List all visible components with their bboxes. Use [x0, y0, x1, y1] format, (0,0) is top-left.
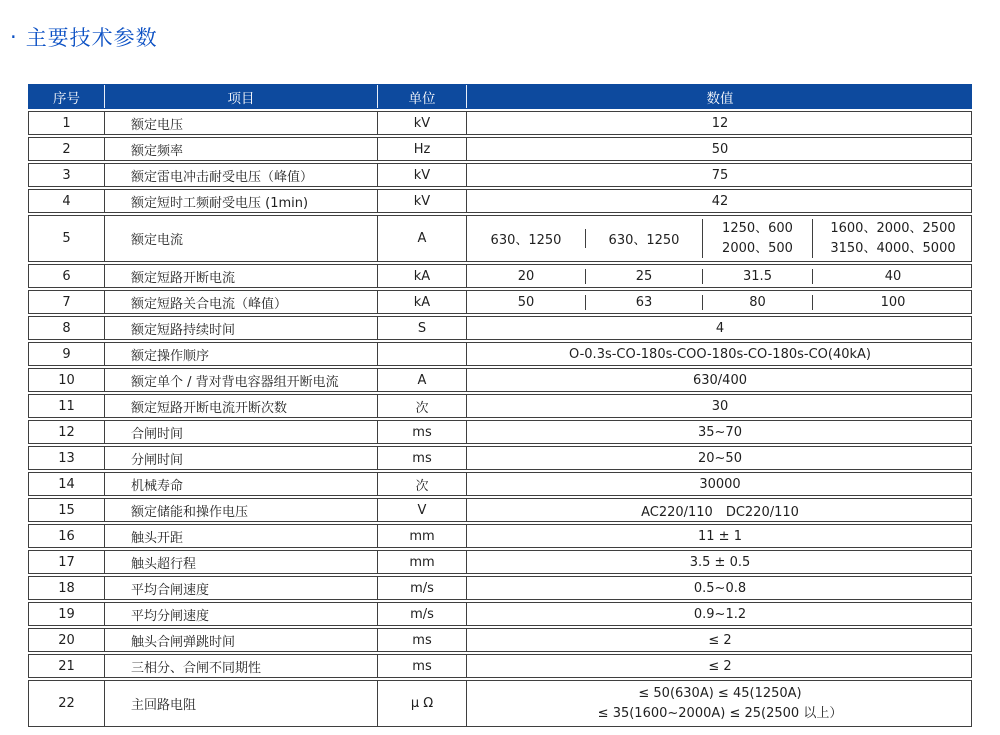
cell-no: 7: [62, 294, 71, 310]
cell-item: 额定短路持续时间: [104, 317, 377, 339]
cell-item: 额定短路开断电流开断次数: [104, 395, 377, 417]
cell-value-sub: [702, 219, 812, 258]
cell-unit: [377, 343, 466, 365]
cell-item: 额定操作顺序: [104, 343, 377, 365]
cell-value: 630/400: [466, 369, 973, 391]
table-row-5: [28, 215, 972, 262]
cell-value: ≤ 2: [466, 655, 973, 677]
table-row-7: [28, 290, 972, 314]
cell-no: 6: [62, 268, 71, 284]
cell-no: 12: [58, 424, 75, 440]
cell-no: 15: [58, 502, 75, 518]
cell-unit: m/s: [377, 577, 466, 599]
cell-value-sub: 40: [812, 269, 973, 284]
cell-value-sub: 100: [812, 295, 973, 310]
cell-value-line: 1250、600: [722, 221, 793, 236]
cell-value-line: 1600、2000、2500: [830, 221, 956, 236]
cell-value-line: 2000、500: [722, 240, 793, 256]
cell-value: [466, 681, 973, 726]
cell-item: 机械寿命: [104, 473, 377, 495]
table-row-15: [28, 498, 972, 522]
header-unit: 单位: [377, 85, 466, 108]
cell-no: 9: [62, 346, 71, 362]
cell-no: 3: [62, 167, 71, 183]
cell-no: 1: [62, 115, 71, 131]
table-row-9: [28, 342, 972, 366]
cell-unit: kV: [377, 164, 466, 186]
table-row-1: [28, 111, 972, 135]
table-row-18: [28, 576, 972, 600]
cell-unit: kA: [377, 291, 466, 313]
cell-value: 30000: [466, 473, 973, 495]
cell-no: 8: [62, 320, 71, 336]
cell-item: 额定电压: [104, 112, 377, 134]
cell-item: 触头合闸弹跳时间: [104, 629, 377, 651]
table-header-row: [28, 84, 972, 109]
table-row-4: [28, 189, 972, 213]
cell-value-line: 3150、4000、5000: [830, 240, 956, 256]
cell-value: O-0.3s-CO-180s-COO-180s-CO-180s-CO(40kA): [466, 343, 973, 365]
cell-unit: ms: [377, 447, 466, 469]
table-row-22: [28, 680, 972, 727]
cell-value: 3.5 ± 0.5: [466, 551, 973, 573]
cell-unit: ms: [377, 655, 466, 677]
header-value: 数值: [466, 85, 973, 108]
cell-value-sub: 630、1250: [585, 229, 702, 248]
cell-item: 额定储能和操作电压: [104, 499, 377, 521]
cell-value: 50: [466, 138, 973, 160]
cell-unit: kV: [377, 190, 466, 212]
cell-value-group: [466, 265, 973, 287]
cell-value: 75: [466, 164, 973, 186]
cell-item: 额定频率: [104, 138, 377, 160]
cell-value: 20~50: [466, 447, 973, 469]
cell-no: 2: [62, 141, 71, 157]
cell-unit: 次: [377, 473, 466, 495]
table-row-20: [28, 628, 972, 652]
cell-unit: S: [377, 317, 466, 339]
cell-no: 4: [62, 193, 71, 209]
cell-value-sub: 20: [517, 268, 535, 284]
cell-item: 平均合闸速度: [104, 577, 377, 599]
cell-item: 额定电流: [104, 216, 377, 261]
cell-value: 30: [466, 395, 973, 417]
cell-no: 13: [58, 450, 75, 466]
cell-value-line: ≤ 50(630A) ≤ 45(1250A): [638, 686, 802, 701]
cell-unit: ms: [377, 421, 466, 443]
header-item: 项目: [104, 85, 377, 108]
cell-no: 18: [58, 580, 75, 596]
cell-value-sub: 25: [585, 269, 702, 284]
cell-value-line: ≤ 35(1600~2000A) ≤ 25(2500 以上）: [597, 705, 843, 721]
table-row-13: [28, 446, 972, 470]
cell-value-sub: 63: [585, 295, 702, 310]
cell-value: 35~70: [466, 421, 973, 443]
table-row-3: [28, 163, 972, 187]
cell-item: 合闸时间: [104, 421, 377, 443]
cell-item: 额定短路关合电流（峰值）: [104, 291, 377, 313]
cell-no: 21: [58, 658, 75, 674]
cell-value-group: [466, 291, 973, 313]
cell-no: 17: [58, 554, 75, 570]
cell-value-group: [466, 216, 973, 261]
header-no: 序号: [53, 90, 80, 107]
table-row-8: [28, 316, 972, 340]
cell-value: ≤ 2: [466, 629, 973, 651]
cell-item: 额定短时工频耐受电压 (1min): [104, 190, 377, 212]
cell-value-sub: 80: [702, 295, 812, 310]
table-row-21: [28, 654, 972, 678]
table-row-10: [28, 368, 972, 392]
cell-no: 22: [58, 696, 75, 711]
title-bullet-icon: ·: [10, 25, 18, 49]
cell-no: 11: [58, 398, 75, 414]
cell-no: 14: [58, 476, 75, 492]
cell-value-sub: 630、1250: [490, 233, 562, 248]
cell-item: 触头开距: [104, 525, 377, 547]
cell-unit: kA: [377, 265, 466, 287]
cell-unit: m/s: [377, 603, 466, 625]
cell-unit: kV: [377, 112, 466, 134]
cell-item: 平均分闸速度: [104, 603, 377, 625]
table-row-12: [28, 420, 972, 444]
cell-value: 11 ± 1: [466, 525, 973, 547]
cell-item: 额定雷电冲击耐受电压（峰值）: [104, 164, 377, 186]
cell-unit: mm: [377, 551, 466, 573]
page-title: [10, 22, 158, 52]
table-row-16: [28, 524, 972, 548]
cell-no: 19: [58, 606, 75, 622]
table-row-17: [28, 550, 972, 574]
table-row-2: [28, 137, 972, 161]
cell-unit: 次: [377, 395, 466, 417]
table-row-14: [28, 472, 972, 496]
cell-item: 主回路电阻: [104, 681, 377, 726]
cell-item: 额定单个 / 背对背电容器组开断电流: [104, 369, 377, 391]
cell-unit: A: [377, 369, 466, 391]
cell-unit: ms: [377, 629, 466, 651]
cell-unit: Hz: [377, 138, 466, 160]
cell-value: 0.9~1.2: [466, 603, 973, 625]
cell-value: 0.5~0.8: [466, 577, 973, 599]
table-row-19: [28, 602, 972, 626]
cell-item: 额定短路开断电流: [104, 265, 377, 287]
cell-value: AC220/110 DC220/110: [466, 499, 973, 521]
cell-value: 42: [466, 190, 973, 212]
cell-value: 4: [466, 317, 973, 339]
cell-unit: mm: [377, 525, 466, 547]
page-title-text: 主要技术参数: [25, 26, 158, 50]
cell-value-sub: 31.5: [702, 269, 812, 284]
table-row-6: [28, 264, 972, 288]
cell-item: 三相分、合闸不同期性: [104, 655, 377, 677]
cell-no: 10: [58, 372, 75, 388]
spec-table: [28, 84, 972, 729]
cell-item: 触头超行程: [104, 551, 377, 573]
cell-no: 20: [58, 632, 75, 648]
table-row-11: [28, 394, 972, 418]
cell-value-sub: [812, 219, 973, 258]
cell-unit: A: [377, 216, 466, 261]
cell-no: 5: [62, 231, 71, 246]
cell-unit: V: [377, 499, 466, 521]
cell-no: 16: [58, 528, 75, 544]
cell-unit: μ Ω: [377, 681, 466, 726]
cell-item: 分闸时间: [104, 447, 377, 469]
cell-value: 12: [466, 112, 973, 134]
cell-value-sub: 50: [517, 294, 535, 310]
